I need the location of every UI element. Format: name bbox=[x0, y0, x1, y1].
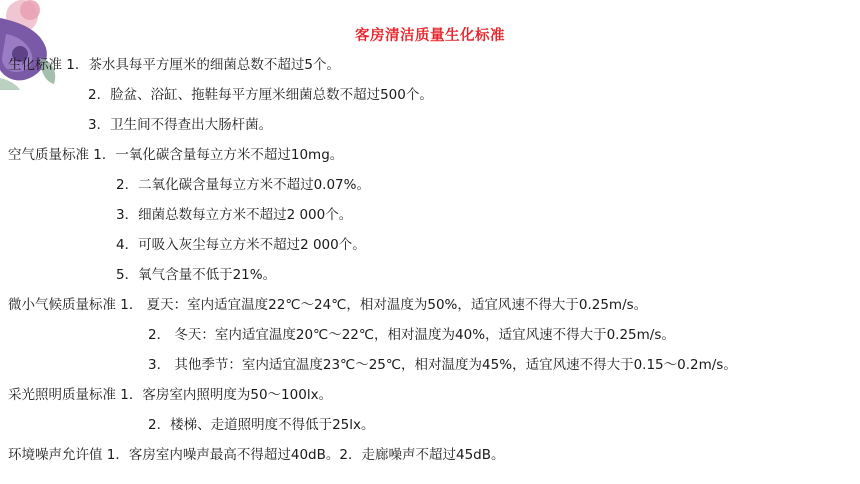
standard-line-air-1: 空气质量标准 1．一氧化碳含量每立方米不超过10mg。 bbox=[8, 147, 344, 163]
standard-line-climate-2: 2． 冬天：室内适宜温度20℃～22℃，相对温度为40%，适宜风速不得大于0.25m/s。 bbox=[148, 327, 675, 343]
standard-line-lighting-1: 采光照明质量标准 1．客房室内照明度为50～100lx。 bbox=[8, 387, 333, 403]
standard-line-lighting-2: 2．楼梯、走道照明度不得低于25lx。 bbox=[148, 417, 375, 433]
standard-line-air-5: 5．氧气含量不低于21%。 bbox=[116, 267, 277, 283]
flower-decoration-icon bbox=[0, 0, 70, 90]
standard-line-noise: 环境噪声允许值 1．客房室内噪声最高不得超过40dB。2．走廊噪声不超过45dB。 bbox=[8, 447, 505, 463]
standard-line-climate-1: 微小气候质量标准 1． 夏天：室内适宜温度22℃～24℃，相对温度为50%，适宜风速不得大于0.25m/s。 bbox=[8, 297, 648, 313]
standard-line-biochem-2: 2．脸盆、浴缸、拖鞋每平方厘米细菌总数不超过500个。 bbox=[88, 87, 433, 103]
standard-line-biochem-1: 生化标准 1．茶水具每平方厘米的细菌总数不超过5个。 bbox=[8, 57, 340, 73]
standard-line-climate-3: 3． 其他季节：室内适宜温度23℃～25℃，相对温度为45%，适宜风速不得大于0.15～0.2m/s。 bbox=[148, 357, 737, 373]
standard-line-air-4: 4．可吸入灰尘每立方米不超过2 000个。 bbox=[116, 237, 366, 253]
standard-line-air-3: 3．细菌总数每立方米不超过2 000个。 bbox=[116, 207, 353, 223]
standard-line-biochem-3: 3．卫生间不得查出大肠杆菌。 bbox=[88, 117, 273, 133]
standard-line-air-2: 2．二氧化碳含量每立方米不超过0.07%。 bbox=[116, 177, 370, 193]
page-title: 客房清洁质量生化标准 bbox=[355, 28, 505, 44]
